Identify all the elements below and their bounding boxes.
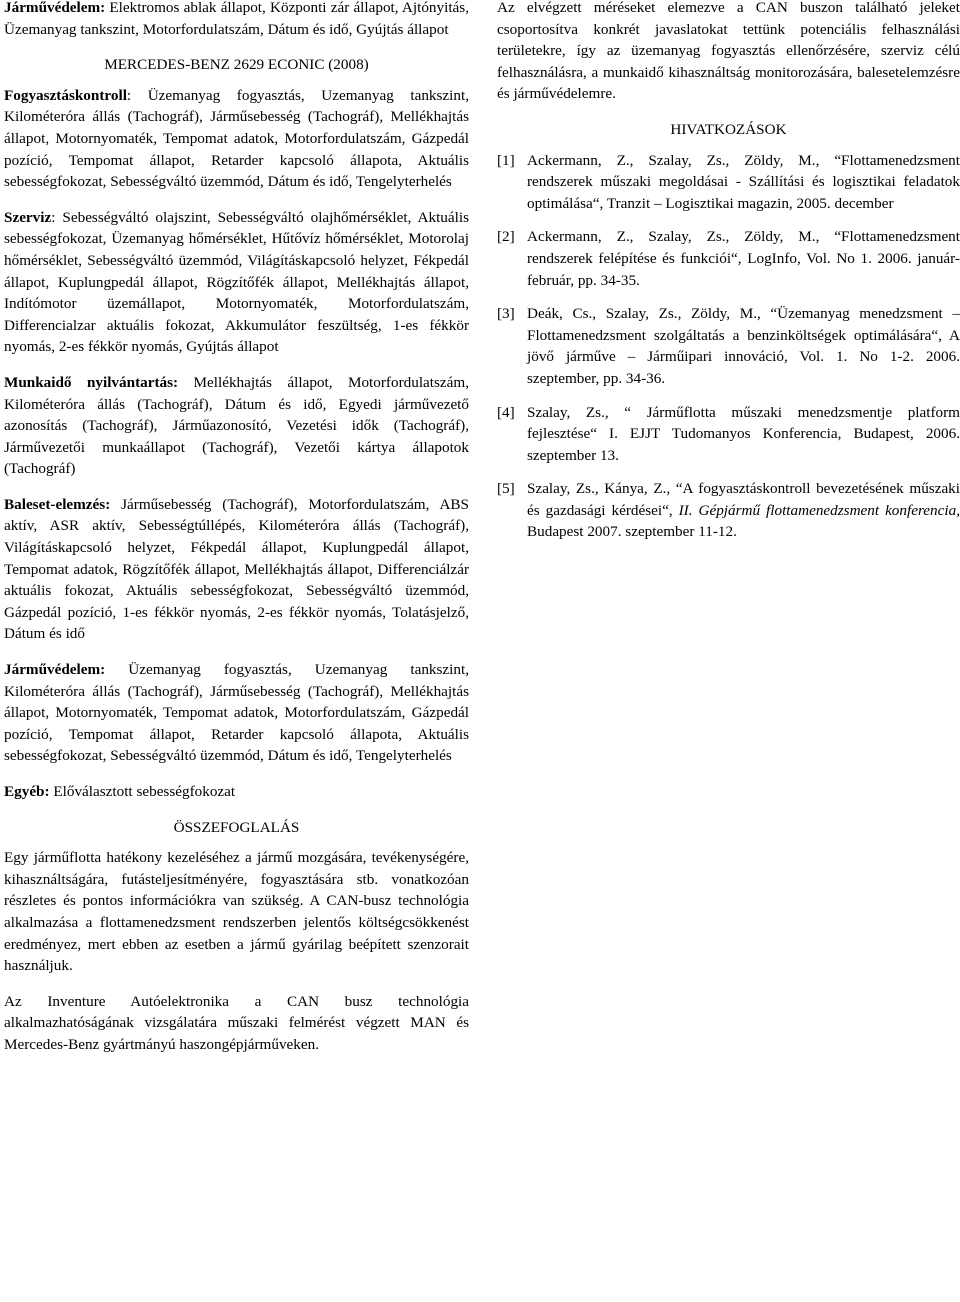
section-label: Egyéb: bbox=[4, 783, 50, 800]
section-label: Járművédelem: bbox=[4, 0, 106, 16]
section-label: Szerviz bbox=[4, 208, 52, 226]
reference-number: [5] bbox=[497, 480, 515, 498]
section-jarmuvedelem-1 bbox=[4, 0, 469, 40]
section-label: Járművédelem: bbox=[4, 661, 106, 679]
summary-paragraph-2: Az Inventure Autóelektronika a CAN busz technológia alkalmazhatóságának vizsgálatára műszaki felmérést végzett MAN és Mercedes-Benz gyártmányú haszongépjárműveken. bbox=[4, 992, 469, 1053]
reference-item bbox=[497, 402, 960, 467]
reference-number: [4] bbox=[497, 403, 515, 421]
section-label: Baleset-elemzés: bbox=[4, 495, 111, 513]
left-column bbox=[4, 0, 469, 1056]
section-text: Elektromos ablak állapot, Központi zár állapot, Ajtónyitás, Üzemanyag tankszint, Motorfordulatszám, Dátum és idő, Gyújtás állapot bbox=[4, 0, 469, 38]
right-column bbox=[497, 0, 960, 543]
section-text: Előválasztott sebességfokozat bbox=[49, 783, 236, 800]
reference-item bbox=[497, 478, 960, 543]
section-text: : Üzemanyag fogyasztás, Uzemanyag tankszint, Kilométeróra állás (Tachográf), Járműsebesség (Tachográf), Mellékhajtás állapot, Motornyomaték, Tempomat adatok, Motorfordulatszám, Gázpedál pozíció, Tempomat állapot, Retarder kapcsoló állapota, Aktuális sebességfokozat, Sebességváltó üzemmód, Dátum és idő, Tengelyterhelés bbox=[4, 86, 469, 191]
section-egyeb bbox=[4, 781, 469, 803]
reference-text-end: Budapest 2007. szeptember 11-12. bbox=[527, 523, 737, 541]
reference-text-italic: II. Gépjármű flottamenedzsment konferencia, bbox=[678, 501, 960, 519]
reference-text: Ackermann, Z., Szalay, Zs., Zöldy, M., “Flottamenedzsment rendszerek felépítése és funkciói“, LogInfo, Vol. No 1. 2006. január-február, pp. 34-35. bbox=[527, 228, 960, 289]
reference-number: [3] bbox=[497, 305, 515, 323]
section-munkaido bbox=[4, 372, 469, 480]
reference-item bbox=[497, 226, 960, 291]
section-jarmuvedelem-2 bbox=[4, 659, 469, 767]
section-text: Üzemanyag fogyasztás, Uzemanyag tankszint, Kilométeróra állás (Tachográf), Járműsebesség (Tachográf), Mellékhajtás állapot, Motornyomaték, Tempomat adatok, Motorfordulatszám, Gázpedál pozíció, Tempomat állapot, Retarder kapcsoló állapota, Aktuális sebességfokozat, Sebességváltó üzemmód, Dátum és idő, Tengelyterhelés bbox=[4, 661, 469, 765]
summary-paragraph-1: Egy járműflotta hatékony kezeléséhez a jármű mozgására, tevékenységére, kihasználtságára, futásteljesítményére, fogyasztására stb. vonatkozóan részletes és pontos információkra van szükség. A CAN-busz technológia alkalmazása a flottamenedzsment rendszerben jelentős költségcsökkenést eredményez, mert ebben az esetben a jármű gyárilag beépített szenzorait használjuk. bbox=[4, 849, 469, 975]
section-label: Fogyasztáskontroll bbox=[4, 86, 127, 104]
section-text: Mellékhajtás állapot, Motorfordulatszám, Kilométeróra állás (Tachográf), Dátum és idő, Egyedi járművezető azonosítás (Tachográf), Járműazonosító, Vezetési idők (Tachográf), Járművezetői munkaállapot (Tachográf), Vezetői kártya állapotok (Tachográf) bbox=[4, 373, 469, 478]
reference-item bbox=[497, 150, 960, 215]
section-label: Munkaidő nyilvántartás: bbox=[4, 373, 179, 391]
reference-number: [1] bbox=[497, 151, 515, 169]
summary-heading: ÖSSZEFOGLALÁS bbox=[173, 818, 300, 836]
references-heading: HIVATKOZÁSOK bbox=[670, 120, 787, 138]
section-fogyasztaskontroll bbox=[4, 85, 469, 193]
reference-text bbox=[527, 478, 960, 543]
intro-paragraph: Az elvégzett méréseket elemezve a CAN buszon található jeleket csoportosítva konkrét javaslatokat tettünk potenciális felhasználási területekre, így az üzemanyag fogyasztás ellenőrzésére, szerviz célú felhasználásra, a munkaidő kihasználtság monitorozására, balesetelemzésre és járművédelemre. bbox=[497, 0, 960, 103]
section-text: Járműsebesség (Tachográf), Motorfordulatszám, ABS aktív, ASR aktív, Sebességtúllépés, Kilométeróra állás (Tachográf), Világításkapcsoló helyzet, Fékpedál állapot, Kuplungpedál állapot, Tempomat adatok, Rögzítőfék állapot, Mellékhajtás állapot, Differenciálzár aktuális fokozat, Aktuális sebességfokozat, Sebességváltó üzemmód, Gázpedál pozíció, 1-es fékkör nyomás, 2-es fékkör nyomás, Tolatásjelző, Dátum és idő bbox=[4, 495, 469, 643]
references-list bbox=[497, 150, 960, 544]
reference-text: Deák, Cs., Szalay, Zs., Zöldy, M., “Üzemanyag menedzsment – Flottamenedzsment szolgáltatás a benzinköltségek optimálására“, A jövő járműve – Járműipari innováció, Vol. 1. No 1-2. 2006. szeptember, pp. 34-36. bbox=[527, 305, 960, 387]
section-szerviz bbox=[4, 207, 469, 358]
reference-item bbox=[497, 303, 960, 389]
section-text: : Sebességváltó olajszint, Sebességváltó olajhőmérséklet, Aktuális sebességfokozat, Üzemanyag hőmérséklet, Hűtővíz hőmérséklet, Motorolaj hőmérséklet, Sebességváltó üzemmód, Világításkapcsoló helyzet, Fékpedál állapot, Kuplungpedál állapot, Rögzítőfék állapot, Mellékhajtás állapot, Indítómotor üzemállapot, Motornyomaték, Motorfordulatszám, Differencialzar aktuális fokozat, Akkumulátor feszültség, 1-es fékkör nyomás, 2-es fékkör nyomás, Gyújtás állapot bbox=[4, 208, 469, 356]
reference-number: [2] bbox=[497, 228, 515, 246]
section-baleset bbox=[4, 494, 469, 645]
reference-text-main: Szalay, Zs., Kánya, Z., “A fogyasztáskontroll bevezetésének műszaki és gazdasági kérdései“, bbox=[527, 480, 960, 519]
reference-text: Szalay, Zs., “ Járműflotta műszaki menedzsmentje platform fejlesztése“ I. EJJT Tudomanyos Konferencia, Budapest, 2006. szeptember 13. bbox=[527, 403, 960, 464]
vehicle-title: MERCEDES-BENZ 2629 ECONIC (2008) bbox=[104, 56, 369, 74]
reference-text: Ackermann, Z., Szalay, Zs., Zöldy, M., “Flottamenedzsment rendszerek műszaki megoldásai - Szállítási és logisztikai feladatok optimálása“, Tranzit – Logisztikai magazin, 2005. december bbox=[527, 151, 960, 212]
